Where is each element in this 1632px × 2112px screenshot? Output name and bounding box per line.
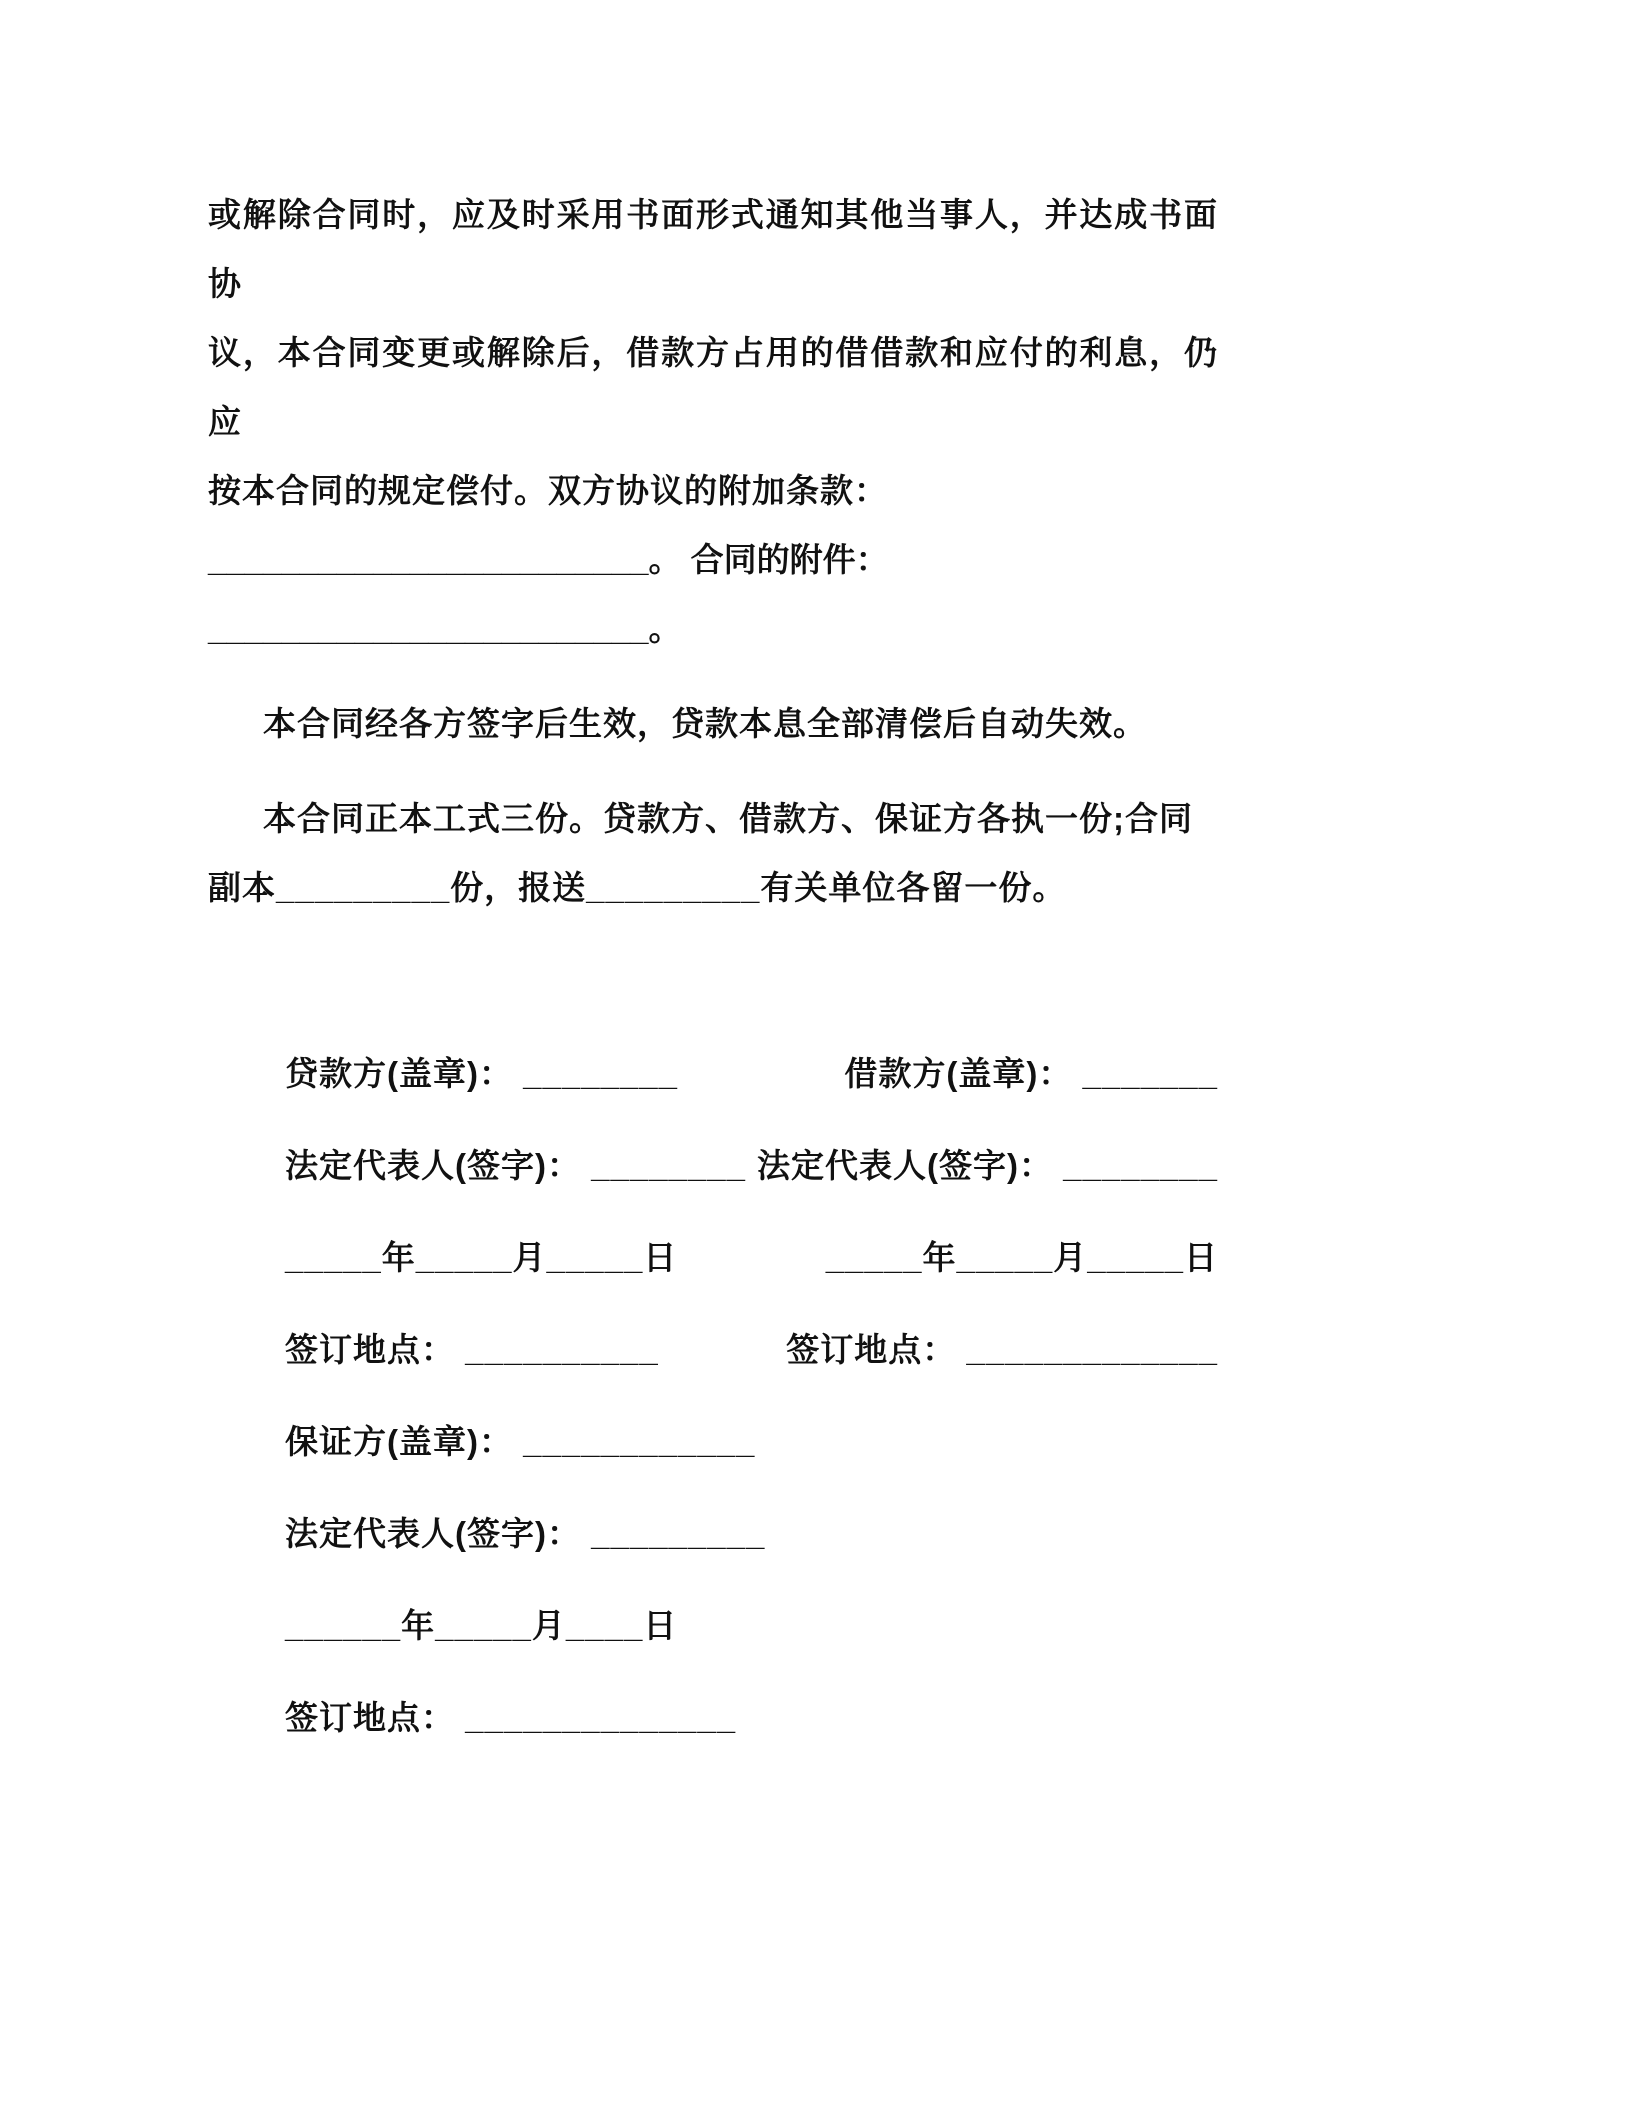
- guarantor-date-blank: ______年_____月____日: [285, 1606, 678, 1644]
- guarantor-representative-label: 法定代表人(签字)： _________: [285, 1514, 766, 1552]
- borrower-date-blank: _____年_____月_____日: [825, 1238, 1218, 1276]
- signature-row-guarantor-place: [285, 1671, 1218, 1763]
- guarantor-seal-label: 保证方(盖章)： ____________: [285, 1422, 756, 1460]
- paragraph-line: 议，本合同变更或解除后，借款方占用的借借款和应付的利息，仍应: [208, 334, 1218, 440]
- signature-block: [285, 1027, 1218, 1763]
- lender-seal-label: 贷款方(盖章)： ________: [285, 1054, 678, 1092]
- signature-row-seal: [285, 1027, 1218, 1119]
- signature-row-representative: [285, 1119, 1218, 1211]
- paragraph-line: 按本合同的规定偿付。双方协议的附加条款：: [208, 472, 888, 509]
- signature-row-place: [285, 1303, 1218, 1395]
- lender-date-blank: _____年_____月_____日: [285, 1238, 678, 1276]
- signature-row-guarantor-seal: [285, 1395, 1218, 1487]
- paragraph-line: 副本_________份，报送_________有关单位各留一份。: [208, 869, 1067, 906]
- paragraph-line: 或解除合同时，应及时采用书面形式通知其他当事人，并达成书面协: [208, 196, 1218, 302]
- signature-row-guarantor-date: [285, 1579, 1218, 1671]
- document-content: [208, 180, 1218, 1763]
- borrower-seal-label: 借款方(盖章)： _______: [844, 1054, 1218, 1092]
- signature-row-guarantor-representative: [285, 1487, 1218, 1579]
- guarantor-signing-place-label: 签订地点： ______________: [285, 1698, 737, 1736]
- paragraph-effectiveness-clause: 本合同经各方签字后生效，贷款本息全部清偿后自动失效。: [263, 705, 1147, 742]
- signature-row-date: [285, 1211, 1218, 1303]
- lender-signing-place-label: 签订地点： __________: [285, 1330, 659, 1368]
- borrower-representative-label: 法定代表人(签字)： ________: [757, 1146, 1218, 1184]
- lender-representative-label: 法定代表人(签字)： ________: [285, 1146, 746, 1184]
- paragraph-copies-clause: [208, 784, 1218, 922]
- paragraph-line: 本合同正本工式三份。贷款方、借款方、保证方各执一份;合同: [263, 800, 1193, 837]
- additional-terms-blank-line: ________________________。 合同的附件：: [208, 541, 889, 578]
- borrower-signing-place-label: 签订地点： _____________: [786, 1330, 1218, 1368]
- paragraph-termination-clause: [208, 180, 1218, 525]
- attachments-blank-line: ________________________。: [208, 610, 682, 647]
